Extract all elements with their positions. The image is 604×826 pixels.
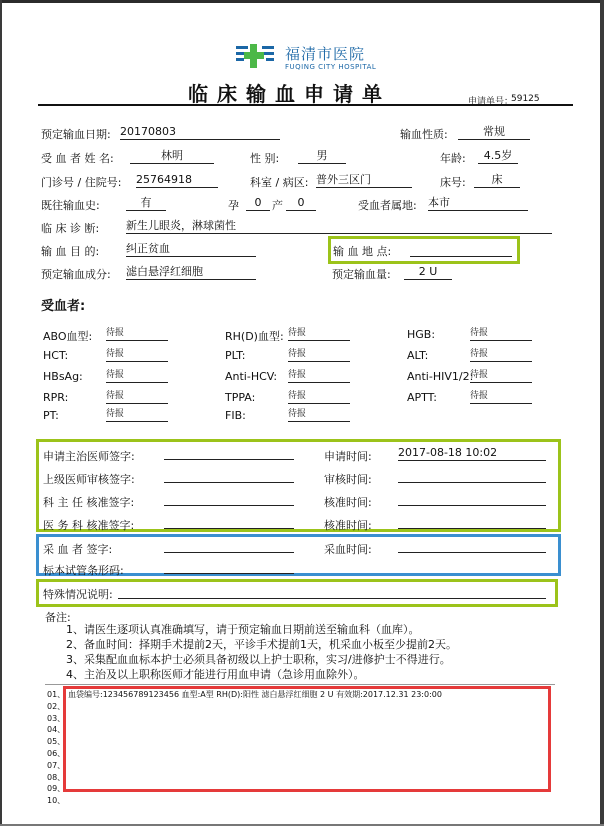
- collector-signature-label: 采 血 者 签字:: [43, 543, 113, 556]
- gender-value: 男: [298, 149, 346, 164]
- lab-label-hct: HCT:: [43, 349, 69, 362]
- note-line-2: 2、备血时间：择期手术提前2天，平诊手术提前1天，机采血小板至少提前2天。: [66, 638, 457, 651]
- collector-signature-line[interactable]: [164, 552, 294, 553]
- diagnosis-label: 临 床 诊 断:: [41, 222, 100, 235]
- recipient-section-title: 受血者:: [41, 299, 86, 314]
- blood-bag-row-number: 06、: [47, 749, 66, 758]
- outpatient-number-label: 门诊号 / 住院号:: [41, 176, 122, 189]
- lab-label-rpr: RPR:: [43, 391, 69, 404]
- age-label: 年龄:: [440, 152, 466, 165]
- superior-signature-label: 上级医师审核签字:: [43, 473, 135, 486]
- blood-bag-row-number: 09、: [47, 784, 66, 794]
- residence-label: 受血者属地:: [358, 199, 417, 212]
- patient-name-value: 林明: [130, 149, 214, 164]
- department-label: 科室 / 病区:: [250, 176, 309, 189]
- special-notes-line[interactable]: [118, 598, 546, 599]
- blood-bag-row-text: 血袋编号:123456789123456 血型:A型 RH(D):阳性 滤白悬浮红细胞 2 U 有效期:2017.12.31 23:0:00: [68, 690, 442, 699]
- title-divider: [38, 104, 573, 106]
- lab-label-anti-hiv1-2: Anti-HIV1/2:: [407, 370, 474, 383]
- gender-label: 性 别:: [250, 152, 280, 165]
- transfusion-location-input[interactable]: [410, 242, 512, 257]
- department-value: 普外三区门: [316, 173, 412, 188]
- hospital-english-name: FUQING CITY HOSPITAL: [285, 63, 377, 71]
- window-top-border: [0, 0, 604, 3]
- pregnancy-value: 0: [246, 196, 270, 211]
- lab-label-rh-d: RH(D)血型:: [225, 330, 284, 343]
- blood-bag-row-number: 02、: [47, 701, 66, 711]
- birth-label: 产: [272, 199, 283, 212]
- collect-time-label: 采血时间:: [324, 543, 372, 556]
- lab-value-pt: 待报: [106, 407, 168, 422]
- lab-label-tppa: TPPA:: [225, 391, 256, 404]
- lab-value-hgb: 待报: [470, 326, 532, 341]
- attending-signature-line[interactable]: [164, 459, 294, 460]
- residence-value: 本市: [428, 196, 528, 211]
- lab-value-rpr: 待报: [106, 389, 168, 404]
- blood-bag-row-number: 01、: [47, 690, 66, 699]
- lab-label-pt: PT:: [43, 409, 59, 422]
- lab-value-tppa: 待报: [288, 389, 350, 404]
- apply-time-value: 2017-08-18 10:02: [398, 446, 546, 461]
- bed-value: 床: [474, 173, 520, 188]
- lab-label-alt: ALT:: [407, 349, 429, 362]
- hospital-logo-icon: [234, 42, 276, 72]
- director-signature-label: 科 主 任 核准签字:: [43, 496, 135, 509]
- lab-label-anti-hcv: Anti-HCV:: [225, 370, 278, 383]
- transfusion-location-label: 输 血 地 点:: [333, 245, 392, 258]
- special-notes-box: [36, 579, 558, 607]
- purpose-value: 纠正贫血: [126, 242, 256, 257]
- transfusion-type-value: 常规: [458, 125, 530, 140]
- blood-bag-row-number: 03、: [47, 713, 66, 723]
- lab-value-hbsag: 待报: [106, 368, 168, 383]
- lab-value-anti-hiv1-2: 待报: [470, 368, 532, 383]
- birth-value: 0: [286, 196, 316, 211]
- outpatient-number-value: 25764918: [136, 173, 218, 188]
- age-value: 4.5岁: [478, 149, 518, 164]
- blood-bag-row-number: 10、: [47, 796, 66, 806]
- bed-label: 床号:: [440, 176, 466, 189]
- collect-time-line[interactable]: [398, 552, 546, 553]
- transfusion-history-value: 有: [126, 196, 166, 211]
- amount-value: 2 U: [404, 265, 452, 280]
- medical-signature-line[interactable]: [164, 528, 294, 529]
- plan-date-value: 20170803: [120, 125, 280, 140]
- lab-value-fib: 待报: [288, 407, 350, 422]
- review-time-line[interactable]: [398, 482, 546, 483]
- component-value: 滤白悬浮红细胞: [126, 265, 256, 280]
- patient-name-label: 受 血 者 姓 名:: [41, 152, 114, 165]
- special-notes-label: 特殊情况说明:: [43, 588, 113, 601]
- approve-time-line-1[interactable]: [398, 505, 546, 506]
- lab-value-rh-d: 待报: [288, 326, 350, 341]
- lab-value-alt: 待报: [470, 347, 532, 362]
- lab-label-plt: PLT:: [225, 349, 246, 362]
- amount-label: 预定输血量:: [332, 268, 391, 281]
- lab-value-abo: 待报: [106, 326, 168, 341]
- approve-time-label-1: 核准时间:: [324, 496, 372, 509]
- lab-value-plt: 待报: [288, 347, 350, 362]
- approve-time-label-2: 核准时间:: [324, 519, 372, 532]
- apply-time-label: 申请时间:: [324, 450, 372, 463]
- blood-bag-box: [63, 686, 551, 792]
- transfusion-type-label: 输血性质:: [400, 128, 448, 141]
- barcode-label: 标本试管条形码:: [43, 564, 124, 577]
- note-line-3: 3、采集配血血标本护士必须具备初级以上护士职称，实习/进修护士不得进行。: [66, 653, 451, 666]
- lab-label-hbsag: HBsAg:: [43, 370, 83, 383]
- request-number: 59125: [511, 94, 540, 104]
- request-number-label: 申请单号：: [468, 97, 514, 107]
- note-line-1: 1、请医生逐项认真准确填写，请于预定输血日期前送至输血科（血库）。: [66, 623, 420, 636]
- lab-label-aptt: APTT:: [407, 391, 437, 404]
- purpose-label: 输 血 目 的:: [41, 245, 100, 258]
- bag-list-top-rule: [45, 684, 555, 685]
- lab-value-hct: 待报: [106, 347, 168, 362]
- window-left-border: [0, 0, 2, 826]
- lab-value-anti-hcv: 待报: [288, 368, 350, 383]
- transfusion-history-label: 既往输血史:: [41, 199, 100, 212]
- lab-label-hgb: HGB:: [407, 328, 436, 341]
- review-time-label: 审核时间:: [324, 473, 372, 486]
- pregnancy-label: 孕: [228, 199, 239, 212]
- component-label: 预定输血成分:: [41, 268, 111, 281]
- form-title: 临床输血申请单: [188, 82, 391, 106]
- medical-signature-label: 医 务 科 核准签字:: [43, 519, 135, 532]
- lab-value-aptt: 待报: [470, 389, 532, 404]
- blood-bag-row-number: 04、: [47, 725, 66, 735]
- diagnosis-value: 新生儿眼炎，淋球菌性: [126, 219, 552, 234]
- hospital-name: 福清市医院: [285, 45, 366, 63]
- director-signature-line[interactable]: [164, 505, 294, 506]
- notes-title: 备注:: [45, 611, 71, 624]
- plan-date-label: 预定输血日期:: [41, 128, 111, 141]
- barcode-line[interactable]: [164, 573, 294, 574]
- approve-time-line-2[interactable]: [398, 528, 546, 529]
- lab-label-abo: ABO血型:: [43, 330, 93, 343]
- note-line-4: 4、主治及以上职称医师才能进行用血申请（急诊用血除外）。: [66, 668, 365, 681]
- blood-bag-row-number: 05、: [47, 737, 66, 747]
- superior-signature-line[interactable]: [164, 482, 294, 483]
- blood-bag-row-number: 07、: [47, 760, 66, 770]
- window-right-border: [600, 0, 604, 826]
- blood-bag-row-number: 08、: [47, 772, 66, 782]
- attending-signature-label: 申请主治医师签字:: [43, 450, 135, 463]
- lab-label-fib: FIB:: [225, 409, 246, 422]
